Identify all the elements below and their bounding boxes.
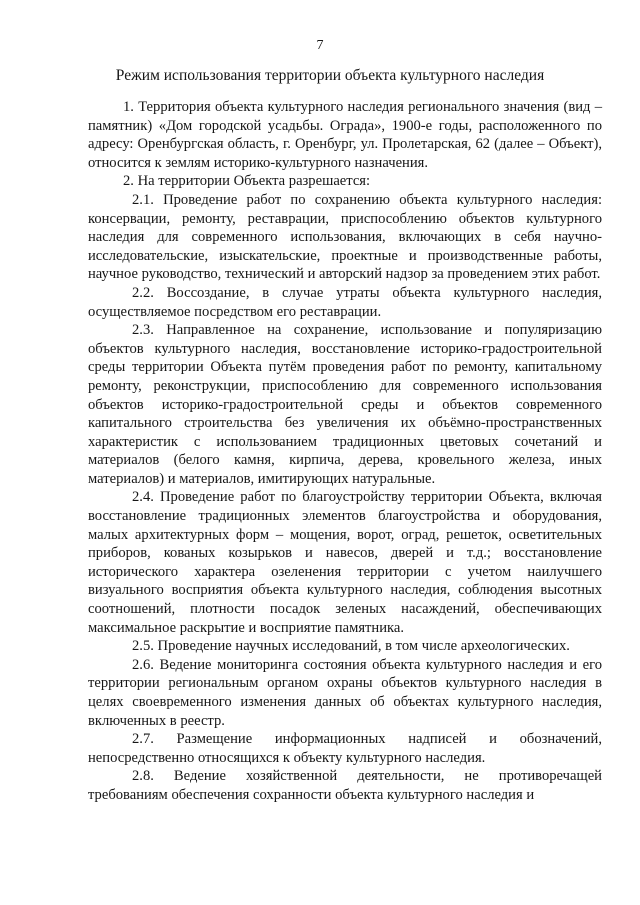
paragraph-2-5: 2.5. Проведение научных исследований, в том числе археологических. — [132, 638, 570, 655]
page-number: 7 — [316, 38, 324, 53]
paragraph-2-7: 2.7. Размещение информационных надписей и обозначений, непосредственно относящихся к объекту культурного наследия. — [88, 731, 602, 766]
paragraph-2-2: 2.2. Воссоздание, в случае утраты объекта культурного наследия, осуществляемое посредством его реставрации. — [88, 284, 602, 320]
document-body — [88, 98, 602, 805]
paragraph-2-1: 2.1. Проведение работ по сохранению объекта культурного наследия: консервации, ремонту, реставрации, приспособлению объектов культурного наследия для современного использования, включающих в себя научно-исследовательские, изыскательские, проектные и производственные работы, научное руководство, технический и авторский надзор за проведением этих работ. — [88, 191, 602, 283]
section-title: Режим использования территории объекта культурного наследия — [115, 67, 545, 84]
paragraph-2-8: 2.8. Ведение хозяйственной деятельности, не противоречащей требованиям обеспечения сохранности объекта культурного наследия и — [88, 768, 602, 803]
paragraph-1: 1. Территория объекта культурного наследия регионального значения (вид – памятник) «Дом городской усадьбы. Ограда», 1900-е годы, расположенного по адресу: Оренбургская область, г. Оренбург, ул. Пролетарская, 62 (далее – Объект), относится к землям историко-культурного назначения. — [88, 99, 602, 171]
paragraph-2-6: 2.6. Ведение мониторинга состояния объекта культурного наследия и его территории региональным органом охраны объектов культурного наследия в целях своевременного изменения данных об объектах культурного наследия, включенных в реестр. — [88, 656, 602, 729]
paragraph-2: 2. На территории Объекта разрешается: — [123, 173, 371, 190]
paragraph-2-3: 2.3. Направленное на сохранение, использование и популяризацию объектов культурного наследия, восстановление историко-градостроительной среды территории Объекта путём проведения работ по ремонту, капитальному ремонту, реконструкции, приспособлению для современного использования объектов историко-градостроительной среды и объектов современного капитального строительства без увеличения их объёмно-пространственных характеристик с использованием традиционных цветовых сочетаний и материалов (белого камня, кирпича, дерева, кровельного железа, иных материалов) и материалов, имитирующих натуральные. — [88, 322, 602, 487]
paragraph-2-4: 2.4. Проведение работ по благоустройству территории Объекта, включая восстановление традиционных элементов благоустройства и оборудования, малых архитектурных форм – мощения, ворот, оград, решеток, осветительных приборов, кованых козырьков и навесов, дверей и т.д.; восстановление исторического характера озеленения территории с учетом наилучшего визуального восприятия объекта культурного наследия, соблюдения высотных соотношений, плотности посадок зеленых насаждений, обеспечивающих максимальное раскрытие и восприятие памятника. — [88, 489, 602, 636]
